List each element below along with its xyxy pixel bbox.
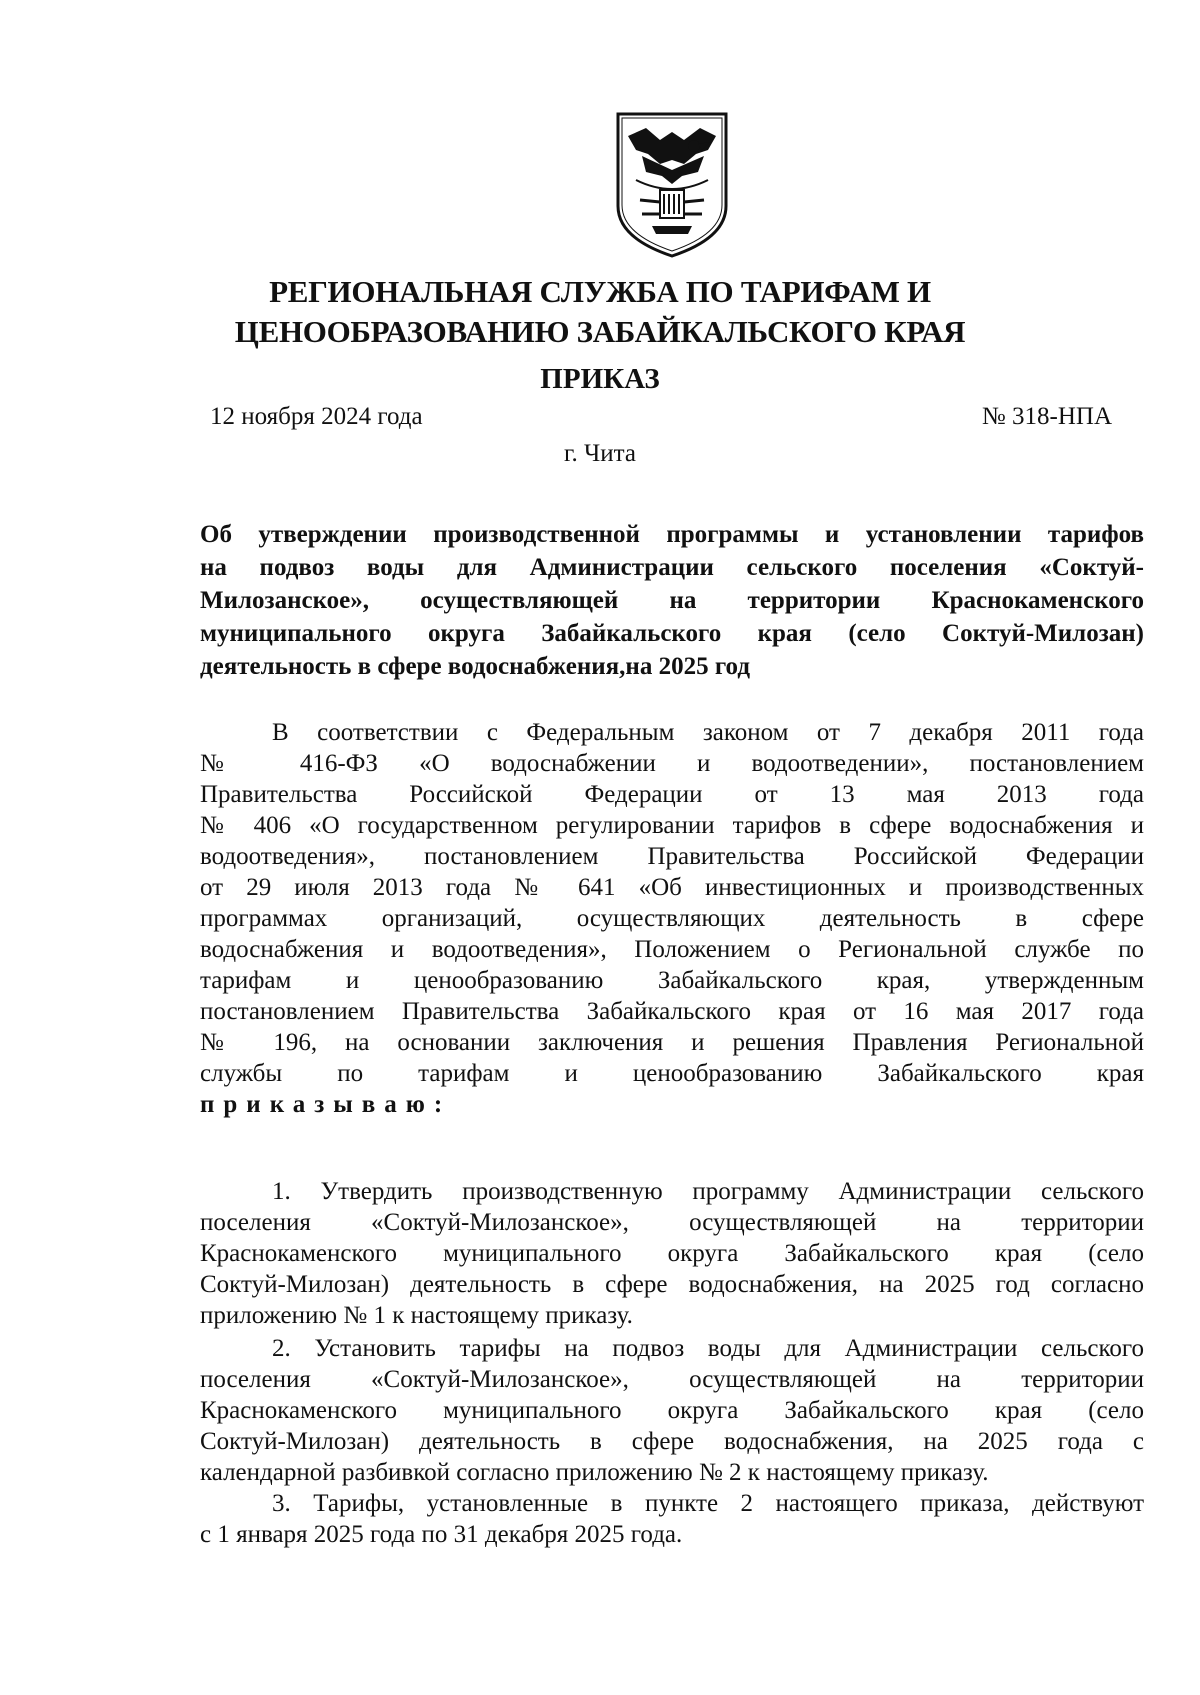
- preamble-line: № 416-ФЗ «О водоснабжении и водоотведении», постановлением: [200, 750, 1144, 777]
- order-item-3: [200, 1488, 1144, 1550]
- order-subject: [200, 518, 1144, 683]
- preamble-paragraph: [200, 717, 1144, 1120]
- subject-line: деятельность в сфере водоснабжения,на 2025 год: [200, 653, 750, 680]
- subject-line: муниципального округа Забайкальского края (село Соктуй-Милозан): [200, 620, 1144, 647]
- item-line: Краснокаменского муниципального округа Забайкальского края (село: [200, 1240, 1144, 1267]
- item-line: Соктуй-Милозан) деятельность в сфере водоснабжения, на 2025 года с: [200, 1428, 1144, 1455]
- item-line: с 1 января 2025 года по 31 декабря 2025 года.: [200, 1521, 683, 1548]
- item-line: приложению № 1 к настоящему приказу.: [200, 1302, 633, 1329]
- document-type: ПРИКАЗ: [540, 363, 660, 395]
- item-line: Соктуй-Милозан) деятельность в сфере водоснабжения, на 2025 год согласно: [200, 1271, 1144, 1298]
- order-city: г. Чита: [564, 440, 636, 467]
- order-date: 12 ноября 2024 года: [210, 403, 423, 430]
- subject-line: Об утверждении производственной программы и установлении тарифов: [200, 521, 1144, 548]
- item-line: поселения «Соктуй-Милозанское», осуществляющей на территории: [200, 1209, 1144, 1236]
- item-line: 3. Тарифы, установленные в пункте 2 настоящего приказа, действуют: [272, 1490, 1144, 1517]
- agency-name-line-1: РЕГИОНАЛЬНАЯ СЛУЖБА ПО ТАРИФАМ И: [269, 274, 931, 309]
- coat-of-arms-emblem: [612, 110, 732, 260]
- order-number: № 318-НПА: [981, 403, 1112, 430]
- item-line: 2. Установить тарифы на подвоз воды для Администрации сельского: [272, 1335, 1144, 1362]
- subject-line: на подвоз воды для Администрации сельского поселения «Соктуй-: [200, 554, 1144, 581]
- preamble-line: № 196, на основании заключения и решения Правления Региональной: [200, 1029, 1144, 1056]
- preamble-line: водоотведения», постановлением Правительства Российской Федерации: [200, 843, 1144, 870]
- preamble-line: тарифам и ценообразованию Забайкальского края, утвержденным: [200, 967, 1144, 994]
- order-item-2: [200, 1333, 1144, 1488]
- order-item-1: [200, 1176, 1144, 1331]
- order-word: приказываю:: [200, 1091, 452, 1118]
- preamble-line: Правительства Российской Федерации от 13 мая 2013 года: [200, 781, 1144, 808]
- item-line: поселения «Соктуй-Милозанское», осуществляющей на территории: [200, 1366, 1144, 1393]
- preamble-line: постановлением Правительства Забайкальского края от 16 мая 2017 года: [200, 998, 1144, 1025]
- subject-line: Милозанское», осуществляющей на территории Краснокаменского: [200, 587, 1144, 614]
- item-line: календарной разбивкой согласно приложению № 2 к настоящему приказу.: [200, 1459, 989, 1486]
- item-line: 1. Утвердить производственную программу Администрации сельского: [272, 1178, 1144, 1205]
- item-line: Краснокаменского муниципального округа Забайкальского края (село: [200, 1397, 1144, 1424]
- preamble-line: водоснабжения и водоотведения», Положением о Региональной службе по: [200, 936, 1144, 963]
- preamble-line: программах организаций, осуществляющих деятельность в сфере: [200, 905, 1144, 932]
- preamble-line: службы по тарифам и ценообразованию Забайкальского края: [200, 1060, 1144, 1087]
- preamble-line: В соответствии с Федеральным законом от 7 декабря 2011 года: [272, 719, 1144, 746]
- agency-name-line-2: ЦЕНООБРАЗОВАНИЮ ЗАБАЙКАЛЬСКОГО КРАЯ: [234, 314, 966, 349]
- preamble-line: № 406 «О государственном регулировании тарифов в сфере водоснабжения и: [200, 812, 1144, 839]
- preamble-line: от 29 июля 2013 года № 641 «Об инвестиционных и производственных: [200, 874, 1144, 901]
